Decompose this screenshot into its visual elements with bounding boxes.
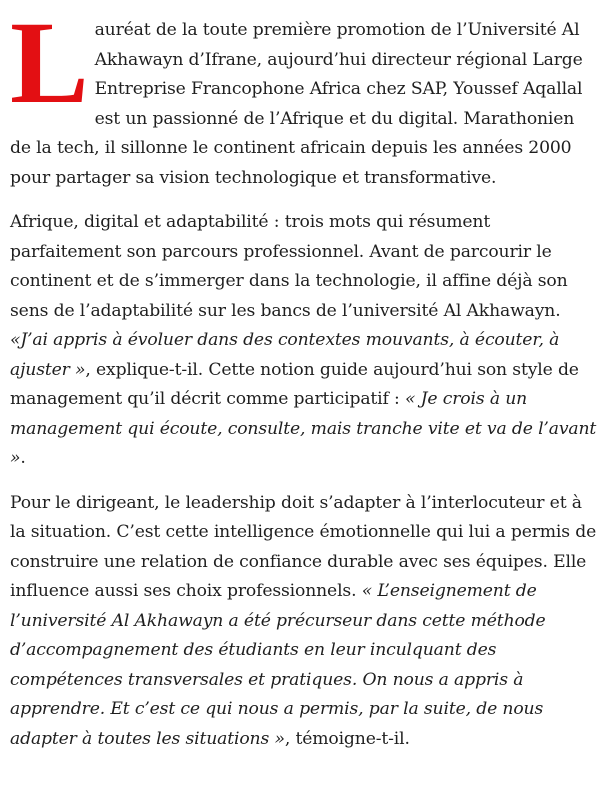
paragraph-text: , témoigne-t-il. (284, 728, 410, 749)
drop-cap-letter: L (10, 0, 89, 128)
paragraph-text: . (20, 448, 26, 468)
quote-text: « Je crois à un management qui écoute, consulte, mais tranche vite et va de l’avant » (10, 389, 597, 468)
paragraph-text: Afrique, digital et adaptabilité : trois mots qui résument parfaitement son parcours professionnel. Avant de parcourir le continent et de s’immerger dans la technologie, il affine déjà son sens de l’adaptabilité sur les bancs de l’université Al Akhawayn. (10, 212, 568, 321)
paragraph-text: Pour le dirigeant, le leadership doit s’adapter à l’interlocuteur et à la situation. C’est cette intelligence émotionnelle qui lui a permis de construire une relation de confiance durable avec ses équipes. Elle influence aussi ses choix professionnels. (10, 492, 597, 601)
paragraph-adaptability (10, 208, 600, 474)
paragraph-leadership (10, 489, 600, 755)
paragraph-intro (10, 0, 600, 193)
quote-text: «J’ai appris à évoluer dans des contextes mouvants, à écouter, à ajuster » (10, 330, 560, 380)
intro-text: auréat de la toute première promotion de l’Université Al Akhawayn d’Ifrane, aujourd’hui directeur régional Large Entreprise Francophone Africa chez SAP, Youssef Aqallal est un passionné de l’Afrique et du digital. Marathonien de la tech, il sillonne le continent africain depuis les années 2000 pour partager sa vision technologique et transformative. (10, 20, 583, 188)
paragraph-text: , explique-t-il. Cette notion guide aujourd’hui son style de management qu’il décrit comme participatif : (10, 359, 579, 409)
quote-text: « L’enseignement de l’université Al Akhawayn a été précurseur dans cette méthode d’accompagnement des étudiants en leur inculquant des compétences transversales et pratiques. On nous a appris à apprendre. Et c’est ce qui nous a permis, par la suite, de nous adapter à toutes les situations » (10, 581, 546, 749)
